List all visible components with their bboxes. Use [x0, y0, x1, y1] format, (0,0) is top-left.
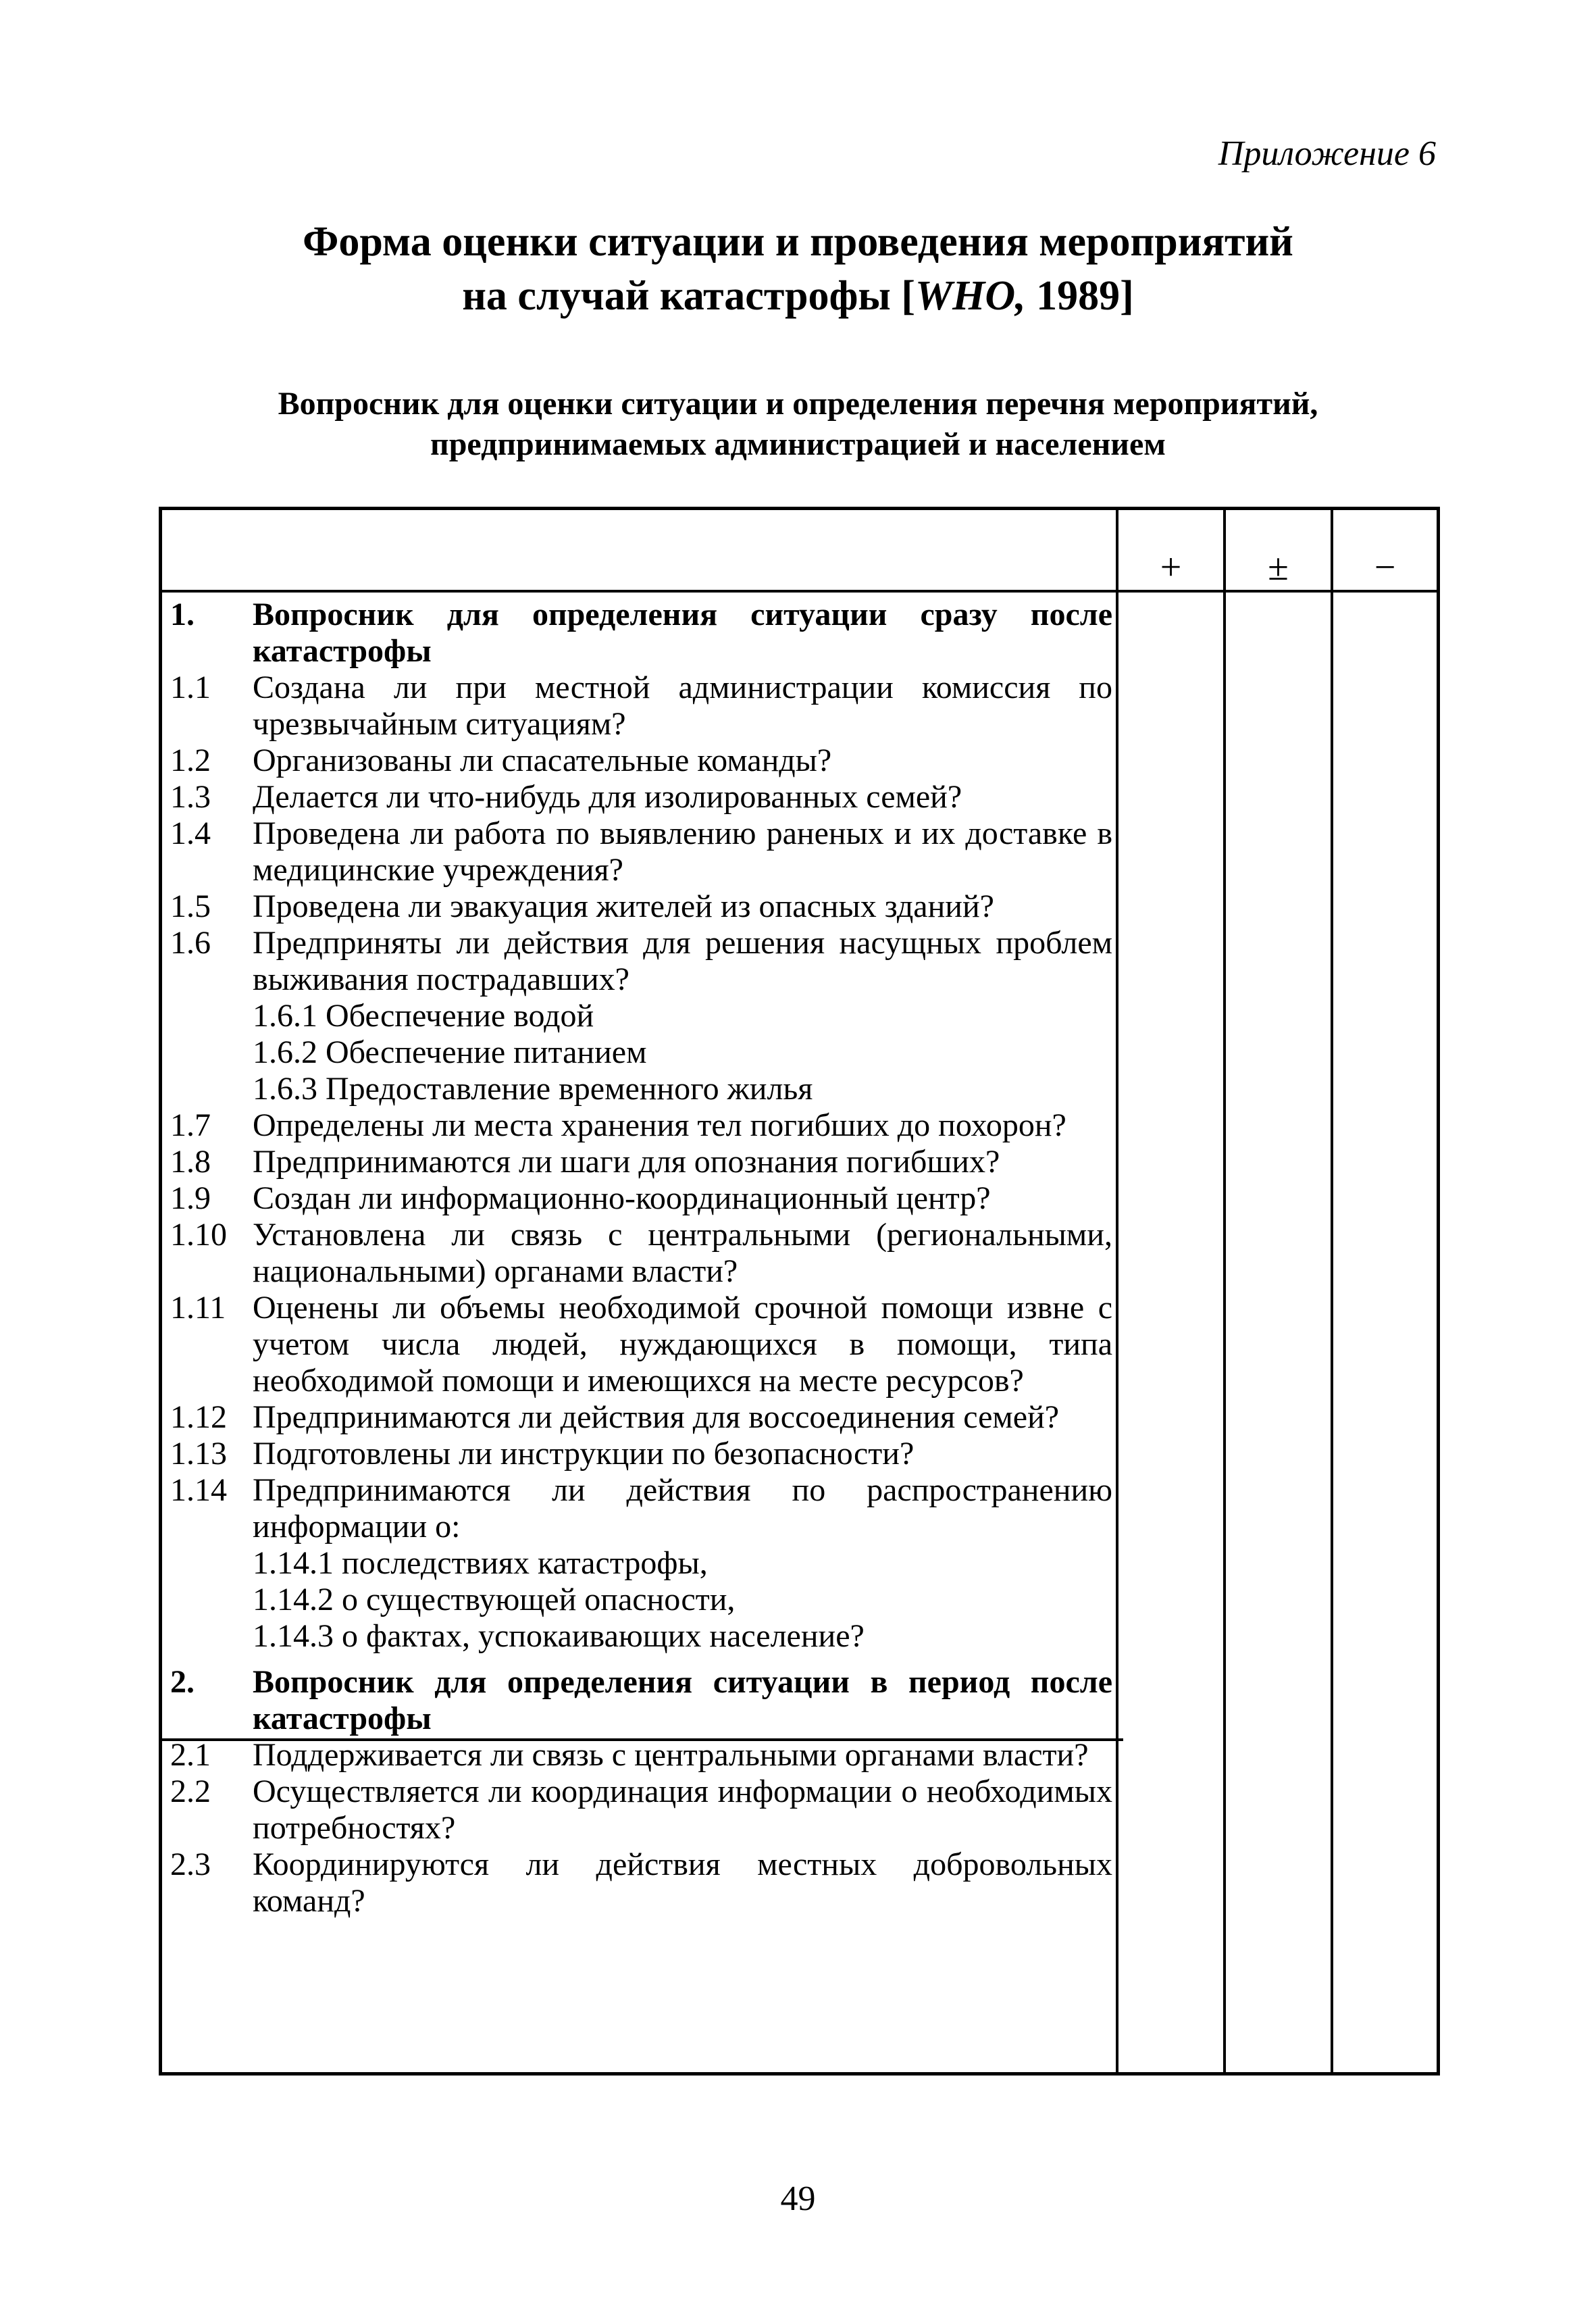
section-2: [170, 1664, 1112, 1919]
question-text: Установлена ли связь с центральными (региональными, национальными) органами власти?: [253, 1217, 1112, 1289]
sub-question-row: [170, 1545, 1112, 1582]
question-row: [170, 1472, 1112, 1545]
question-row: [170, 670, 1112, 743]
question-row: [170, 888, 1112, 925]
title-line-2-prefix: на случай катастрофы [: [462, 273, 915, 319]
question-number: 1.: [170, 597, 195, 632]
sub-question-row: [170, 1618, 1112, 1655]
question-text: Делается ли что-нибудь для изолированных семей?: [253, 779, 962, 815]
sub-question-row: [170, 1071, 1112, 1107]
question-text: Предпринимаются ли действия для воссоединения семей?: [253, 1399, 1060, 1435]
question-number: 1.6: [170, 925, 211, 961]
appendix-label: Приложение 6: [1218, 134, 1436, 173]
question-row: [170, 743, 1112, 779]
subtitle-line-2: предпринимаемых администрацией и населением: [430, 426, 1166, 462]
title-line-1: Форма оценки ситуации и проведения мероприятий: [303, 219, 1293, 265]
question-text: Оценены ли объемы необходимой срочной помощи извне с учетом числа людей, нуждающихся в помощи, типа необходимой помощи и имеющихся на месте ресурсов?: [253, 1290, 1112, 1399]
question-text: Подготовлены ли инструкции по безопасности?: [253, 1436, 915, 1472]
question-text: Определены ли места хранения тел погибших до похорон?: [253, 1107, 1066, 1143]
question-number: 1.9: [170, 1180, 211, 1216]
question-text: 1.6.3 Предоставление временного жилья: [253, 1071, 813, 1107]
question-number: 1.8: [170, 1144, 211, 1180]
section-heading: [170, 597, 1112, 670]
question-number: 2.3: [170, 1846, 211, 1882]
sub-question-row: [170, 1034, 1112, 1071]
question-number: 2.1: [170, 1737, 211, 1773]
question-number: 1.14: [170, 1472, 227, 1508]
question-text: Проведена ли работа по выявлению раненых и их доставке в медицинские учреждения?: [253, 815, 1112, 888]
column-header-minus: −: [1374, 547, 1396, 588]
question-text: Координируются ли действия местных добровольных команд?: [253, 1846, 1112, 1919]
column-divider: [1116, 510, 1118, 2072]
question-row: [170, 925, 1112, 998]
question-list: [170, 597, 1112, 1919]
question-text: 1.14.1 последствиях катастрофы,: [253, 1545, 708, 1581]
question-row: [170, 1774, 1112, 1846]
question-number: 1.4: [170, 815, 211, 851]
question-text: Предпринимаются ли шаги для опознания погибших?: [253, 1144, 1000, 1180]
question-number: 1.1: [170, 670, 211, 705]
question-text: Создана ли при местной администрации комиссия по чрезвычайным ситуациям?: [253, 670, 1112, 742]
question-row: [170, 1399, 1112, 1436]
column-divider: [1331, 510, 1333, 2072]
question-text: Вопросник для определения ситуации сразу после катастрофы: [253, 597, 1112, 669]
question-row: [170, 1180, 1112, 1217]
questionnaire-table: [159, 507, 1440, 2076]
question-row: [170, 815, 1112, 888]
question-number: 1.2: [170, 743, 211, 778]
question-text: Проведена ли эвакуация жителей из опасных зданий?: [253, 888, 994, 924]
section-heading: [170, 1664, 1112, 1737]
column-header-plus: +: [1160, 547, 1182, 588]
question-number: 1.10: [170, 1217, 227, 1253]
title-line-2-suffix: 1989]: [1025, 273, 1134, 319]
header-divider: [162, 590, 1437, 593]
title-line-2: [0, 269, 1596, 323]
question-text: Предприняты ли действия для решения насущных проблем выживания пострадавших?: [253, 925, 1112, 997]
question-text: 1.6.2 Обеспечение питанием: [253, 1034, 647, 1070]
question-text: Поддерживается ли связь с центральными органами власти?: [253, 1737, 1089, 1773]
question-number: 2.: [170, 1664, 195, 1700]
sub-question-row: [170, 998, 1112, 1034]
question-text: Создан ли информационно-координационный центр?: [253, 1180, 991, 1216]
title-line-2-org: WHO,: [915, 273, 1026, 319]
question-row: [170, 779, 1112, 815]
question-text: Вопросник для определения ситуации в период после катастрофы: [253, 1664, 1112, 1736]
question-row: [170, 1290, 1112, 1399]
question-row: [170, 1217, 1112, 1290]
question-row: [170, 1436, 1112, 1472]
question-number: 1.12: [170, 1399, 227, 1435]
question-text: 1.6.1 Обеспечение водой: [253, 998, 594, 1034]
question-row: [170, 1107, 1112, 1144]
question-number: 1.7: [170, 1107, 211, 1143]
questionnaire-subtitle: [0, 384, 1596, 465]
subtitle-line-1: Вопросник для оценки ситуации и определения перечня мероприятий,: [278, 386, 1318, 422]
sub-question-row: [170, 1582, 1112, 1618]
question-row: [170, 1737, 1112, 1774]
section-1: [170, 597, 1112, 1655]
page-title: [0, 215, 1596, 323]
question-row: [170, 1144, 1112, 1180]
question-number: 1.11: [170, 1290, 226, 1326]
question-text: Предпринимаются ли действия по распространению информации о:: [253, 1472, 1112, 1544]
question-row: [170, 1846, 1112, 1919]
question-text: Организованы ли спасательные команды?: [253, 743, 832, 778]
question-text: 1.14.3 о фактах, успокаивающих население?: [253, 1618, 865, 1654]
page-number: 49: [780, 2180, 816, 2218]
question-number: 1.13: [170, 1436, 227, 1472]
question-number: 2.2: [170, 1774, 211, 1809]
question-text: 1.14.2 о существующей опасности,: [253, 1582, 736, 1617]
column-header-plusminus: ±: [1268, 547, 1289, 588]
question-number: 1.5: [170, 888, 211, 924]
question-text: Осуществляется ли координация информации о необходимых потребностях?: [253, 1774, 1112, 1846]
question-number: 1.3: [170, 779, 211, 815]
column-divider: [1223, 510, 1226, 2072]
